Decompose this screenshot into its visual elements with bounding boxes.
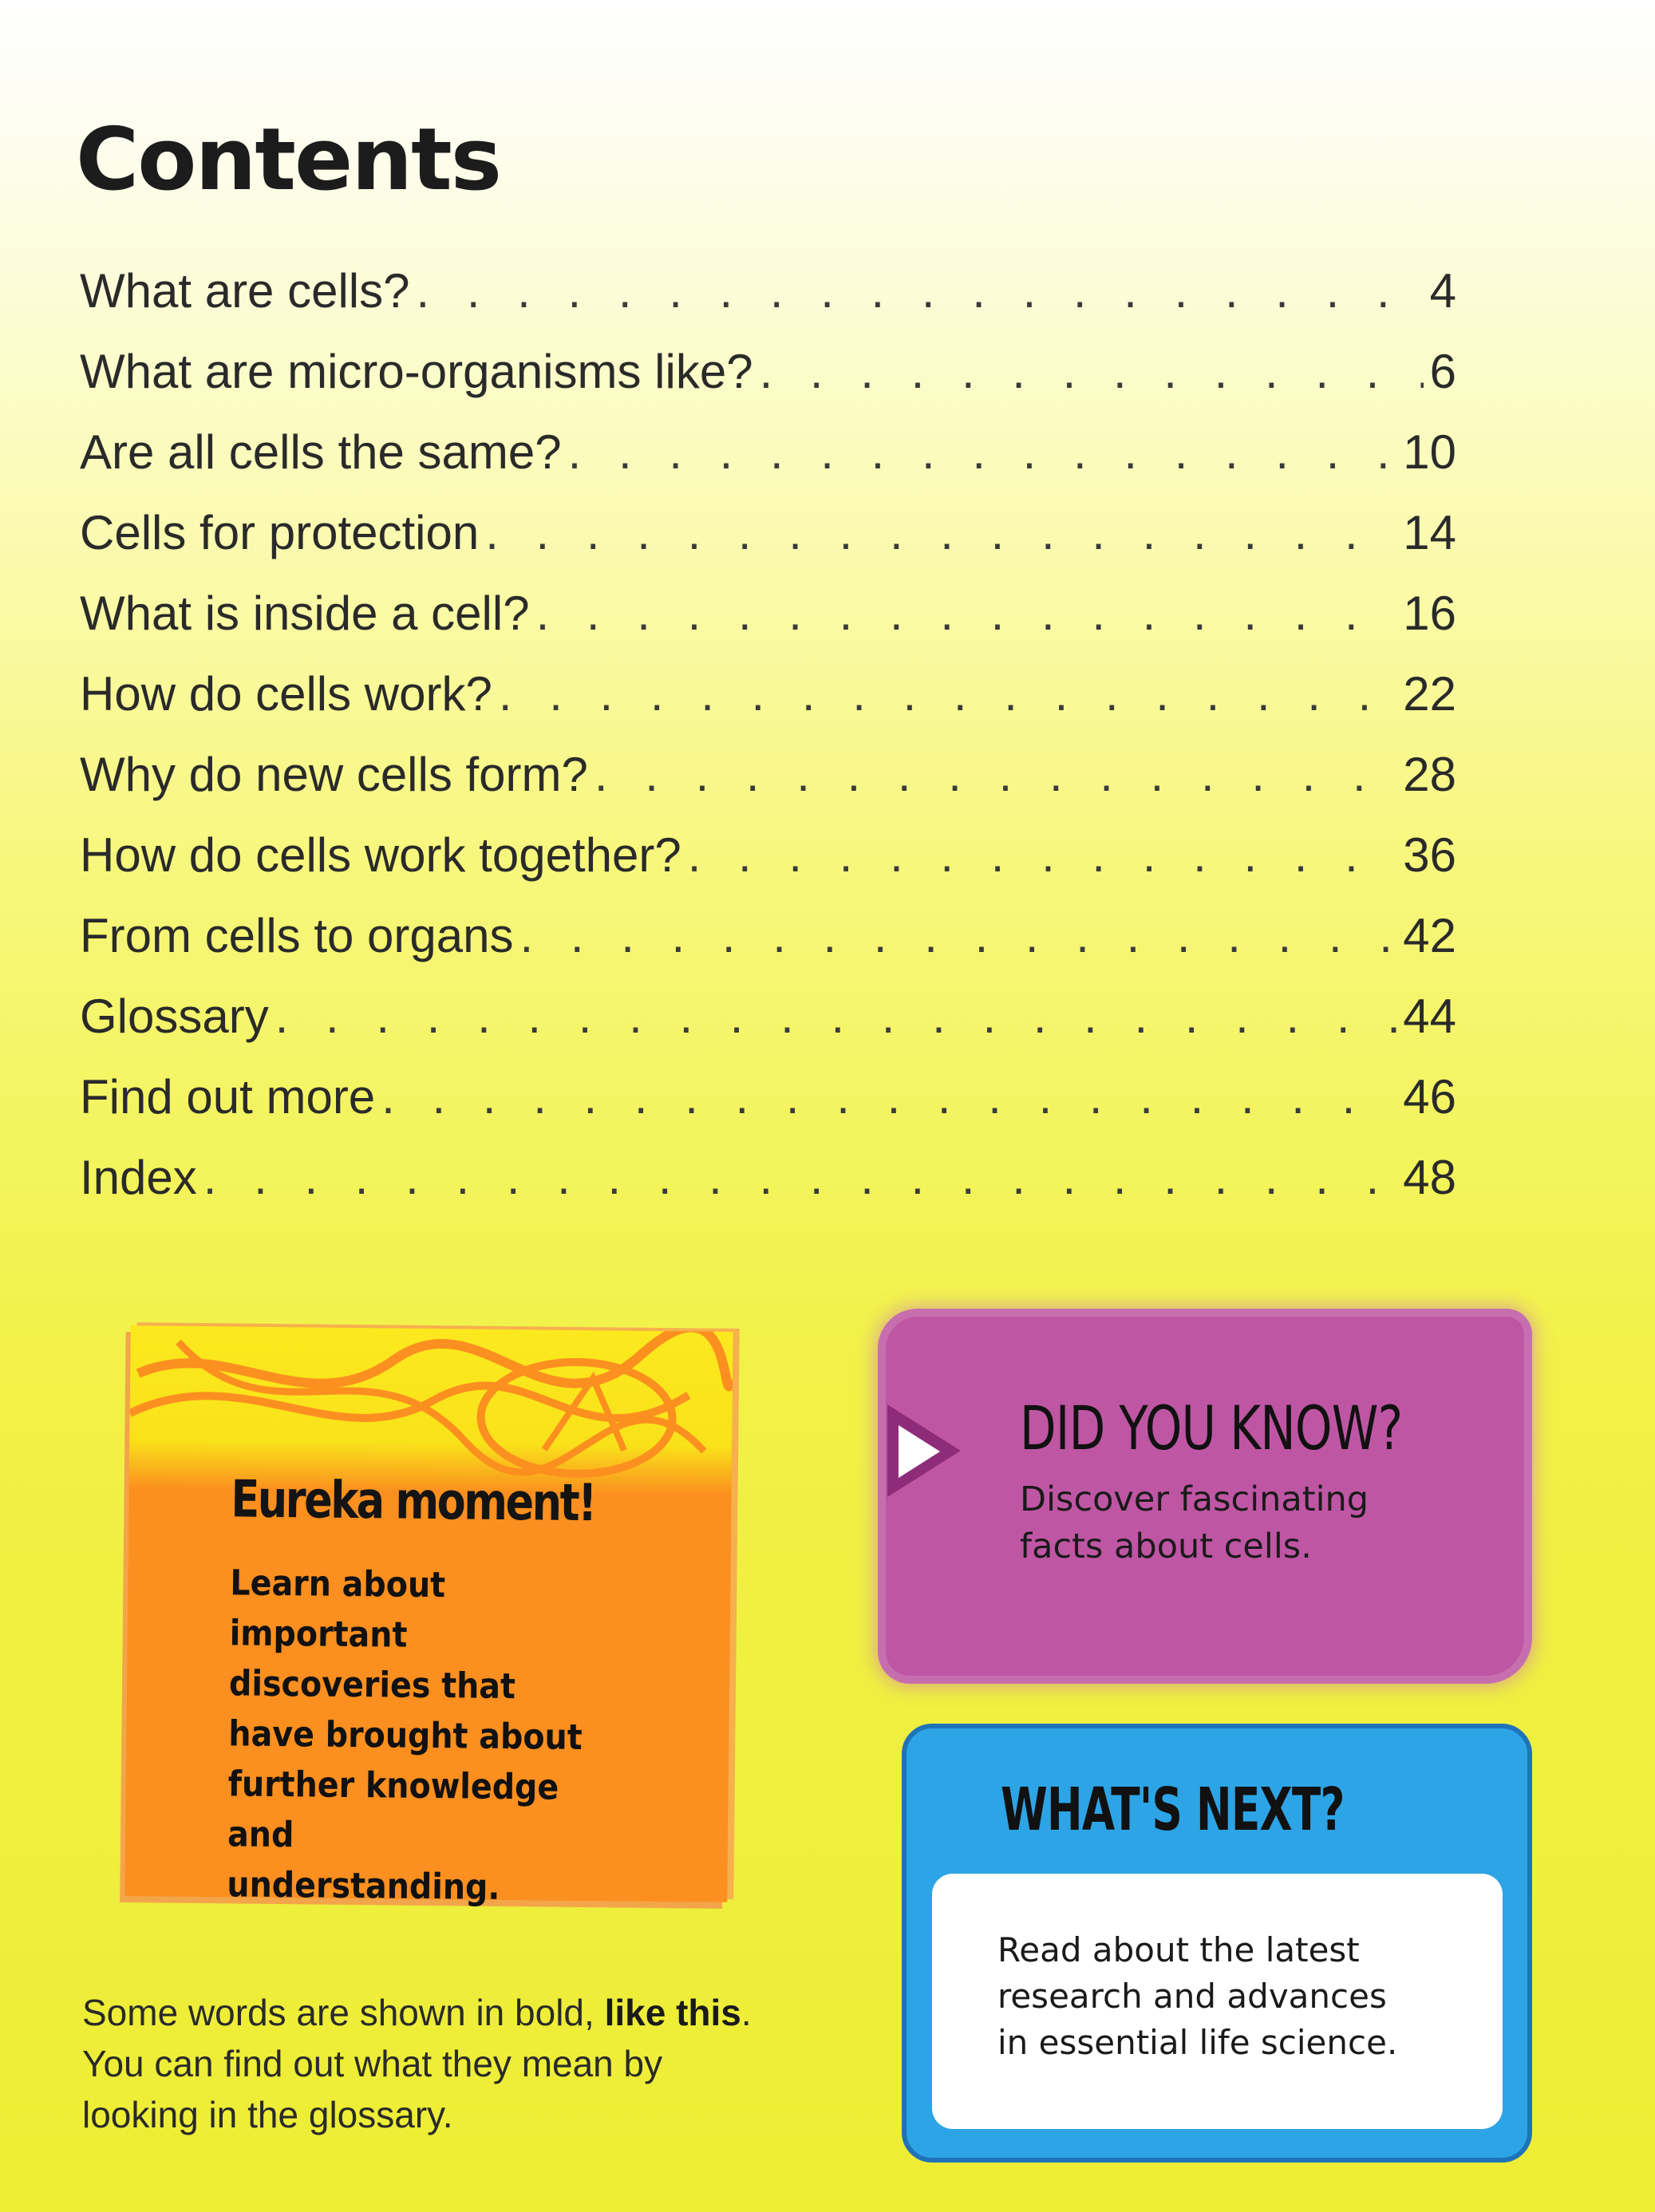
toc-entry[interactable]: [80, 586, 1456, 666]
toc-entry[interactable]: [80, 666, 1456, 747]
eureka-description: [227, 1558, 633, 1914]
eureka-line: have brought about: [228, 1713, 583, 1759]
dot-leader: [520, 908, 1397, 963]
toc-entry[interactable]: [80, 747, 1456, 828]
toc-entry-page: 28: [1403, 748, 1456, 801]
dot-leader: [760, 344, 1424, 399]
toc-entry-page: 4: [1429, 264, 1456, 318]
eureka-line: Learn about important: [229, 1562, 446, 1656]
dot-leader: [381, 1069, 1396, 1124]
toc-entry-page: 22: [1403, 667, 1456, 721]
toc-entry-label: What are micro-organisms like?: [80, 345, 753, 398]
toc-entry-label: Are all cells the same?: [80, 425, 562, 479]
contents-list: [80, 263, 1456, 1230]
toc-entry[interactable]: [80, 908, 1456, 989]
dot-leader: [568, 425, 1397, 480]
toc-entry-label: Cells for protection: [80, 506, 480, 559]
did-you-know-line: facts about cells.: [1020, 1527, 1312, 1566]
dot-leader: [203, 1150, 1396, 1205]
toc-entry-page: 42: [1403, 909, 1456, 962]
eureka-title: Eureka moment!: [231, 1470, 596, 1534]
toc-entry-page: 14: [1403, 506, 1456, 559]
toc-entry[interactable]: [80, 1150, 1456, 1230]
toc-entry[interactable]: [80, 989, 1456, 1069]
dot-leader: [594, 747, 1396, 802]
did-you-know-title: DID YOU KNOW?: [1020, 1392, 1403, 1463]
whats-next-description: [997, 1927, 1476, 2066]
eureka-moment-box: [124, 1325, 733, 1908]
toc-entry-label: What are cells?: [80, 264, 410, 318]
toc-entry-page: 6: [1429, 345, 1456, 398]
did-you-know-line: Discover fascinating: [1020, 1479, 1369, 1519]
toc-entry-page: 36: [1403, 828, 1456, 882]
bold-words-note: [82, 1987, 880, 2140]
toc-entry-label: From cells to organs: [80, 909, 514, 962]
dot-leader: [485, 505, 1396, 560]
toc-entry[interactable]: [80, 828, 1456, 908]
did-you-know-description: [1020, 1476, 1467, 1570]
note-line-1: [82, 1987, 880, 2038]
eureka-line: discoveries that: [228, 1663, 516, 1708]
whats-next-line: Read about the latest: [997, 1930, 1360, 1969]
toc-entry-label: Find out more: [80, 1070, 376, 1124]
toc-entry-label: What is inside a cell?: [80, 587, 530, 640]
whats-next-line: in essential life science.: [997, 2023, 1398, 2062]
page-title: Contents: [76, 110, 501, 210]
toc-entry-label: Index: [80, 1151, 197, 1204]
toc-entry-label: How do cells work?: [80, 667, 492, 721]
toc-entry-page: 16: [1403, 587, 1456, 640]
note-text: Some words are shown in bold,: [82, 1992, 605, 2033]
toc-entry[interactable]: [80, 344, 1456, 425]
toc-entry[interactable]: [80, 425, 1456, 505]
eureka-line: understanding.: [227, 1864, 500, 1908]
dot-leader: [688, 828, 1397, 883]
toc-entry-label: Glossary: [80, 989, 269, 1043]
toc-entry[interactable]: [80, 263, 1456, 344]
toc-entry[interactable]: [80, 505, 1456, 586]
play-arrow-inner: [899, 1425, 940, 1478]
dot-leader: [275, 989, 1397, 1044]
toc-entry-page: 48: [1403, 1151, 1456, 1204]
whats-next-line: research and advances: [997, 1977, 1387, 2016]
toc-entry[interactable]: [80, 1069, 1456, 1150]
note-text: .: [741, 1992, 752, 2033]
dot-leader: [536, 586, 1397, 641]
toc-entry-label: How do cells work together?: [80, 828, 681, 882]
note-line-2: You can find out what they mean by: [82, 2043, 663, 2084]
whats-next-title: WHAT'S NEXT?: [1001, 1776, 1345, 1844]
scribble-decoration-icon: [129, 1325, 733, 1495]
dot-leader: [499, 666, 1396, 721]
note-bold-example: like this: [604, 1992, 741, 2033]
toc-entry-page: 46: [1403, 1070, 1456, 1124]
dot-leader: [417, 263, 1424, 318]
toc-entry-page: 10: [1403, 425, 1456, 479]
eureka-scribble-banner: [129, 1325, 733, 1495]
eureka-line: further knowledge and: [227, 1764, 559, 1856]
toc-entry-label: Why do new cells form?: [80, 748, 588, 801]
toc-entry-page: 44: [1403, 989, 1456, 1043]
note-line-3: looking in the glossary.: [82, 2094, 453, 2135]
